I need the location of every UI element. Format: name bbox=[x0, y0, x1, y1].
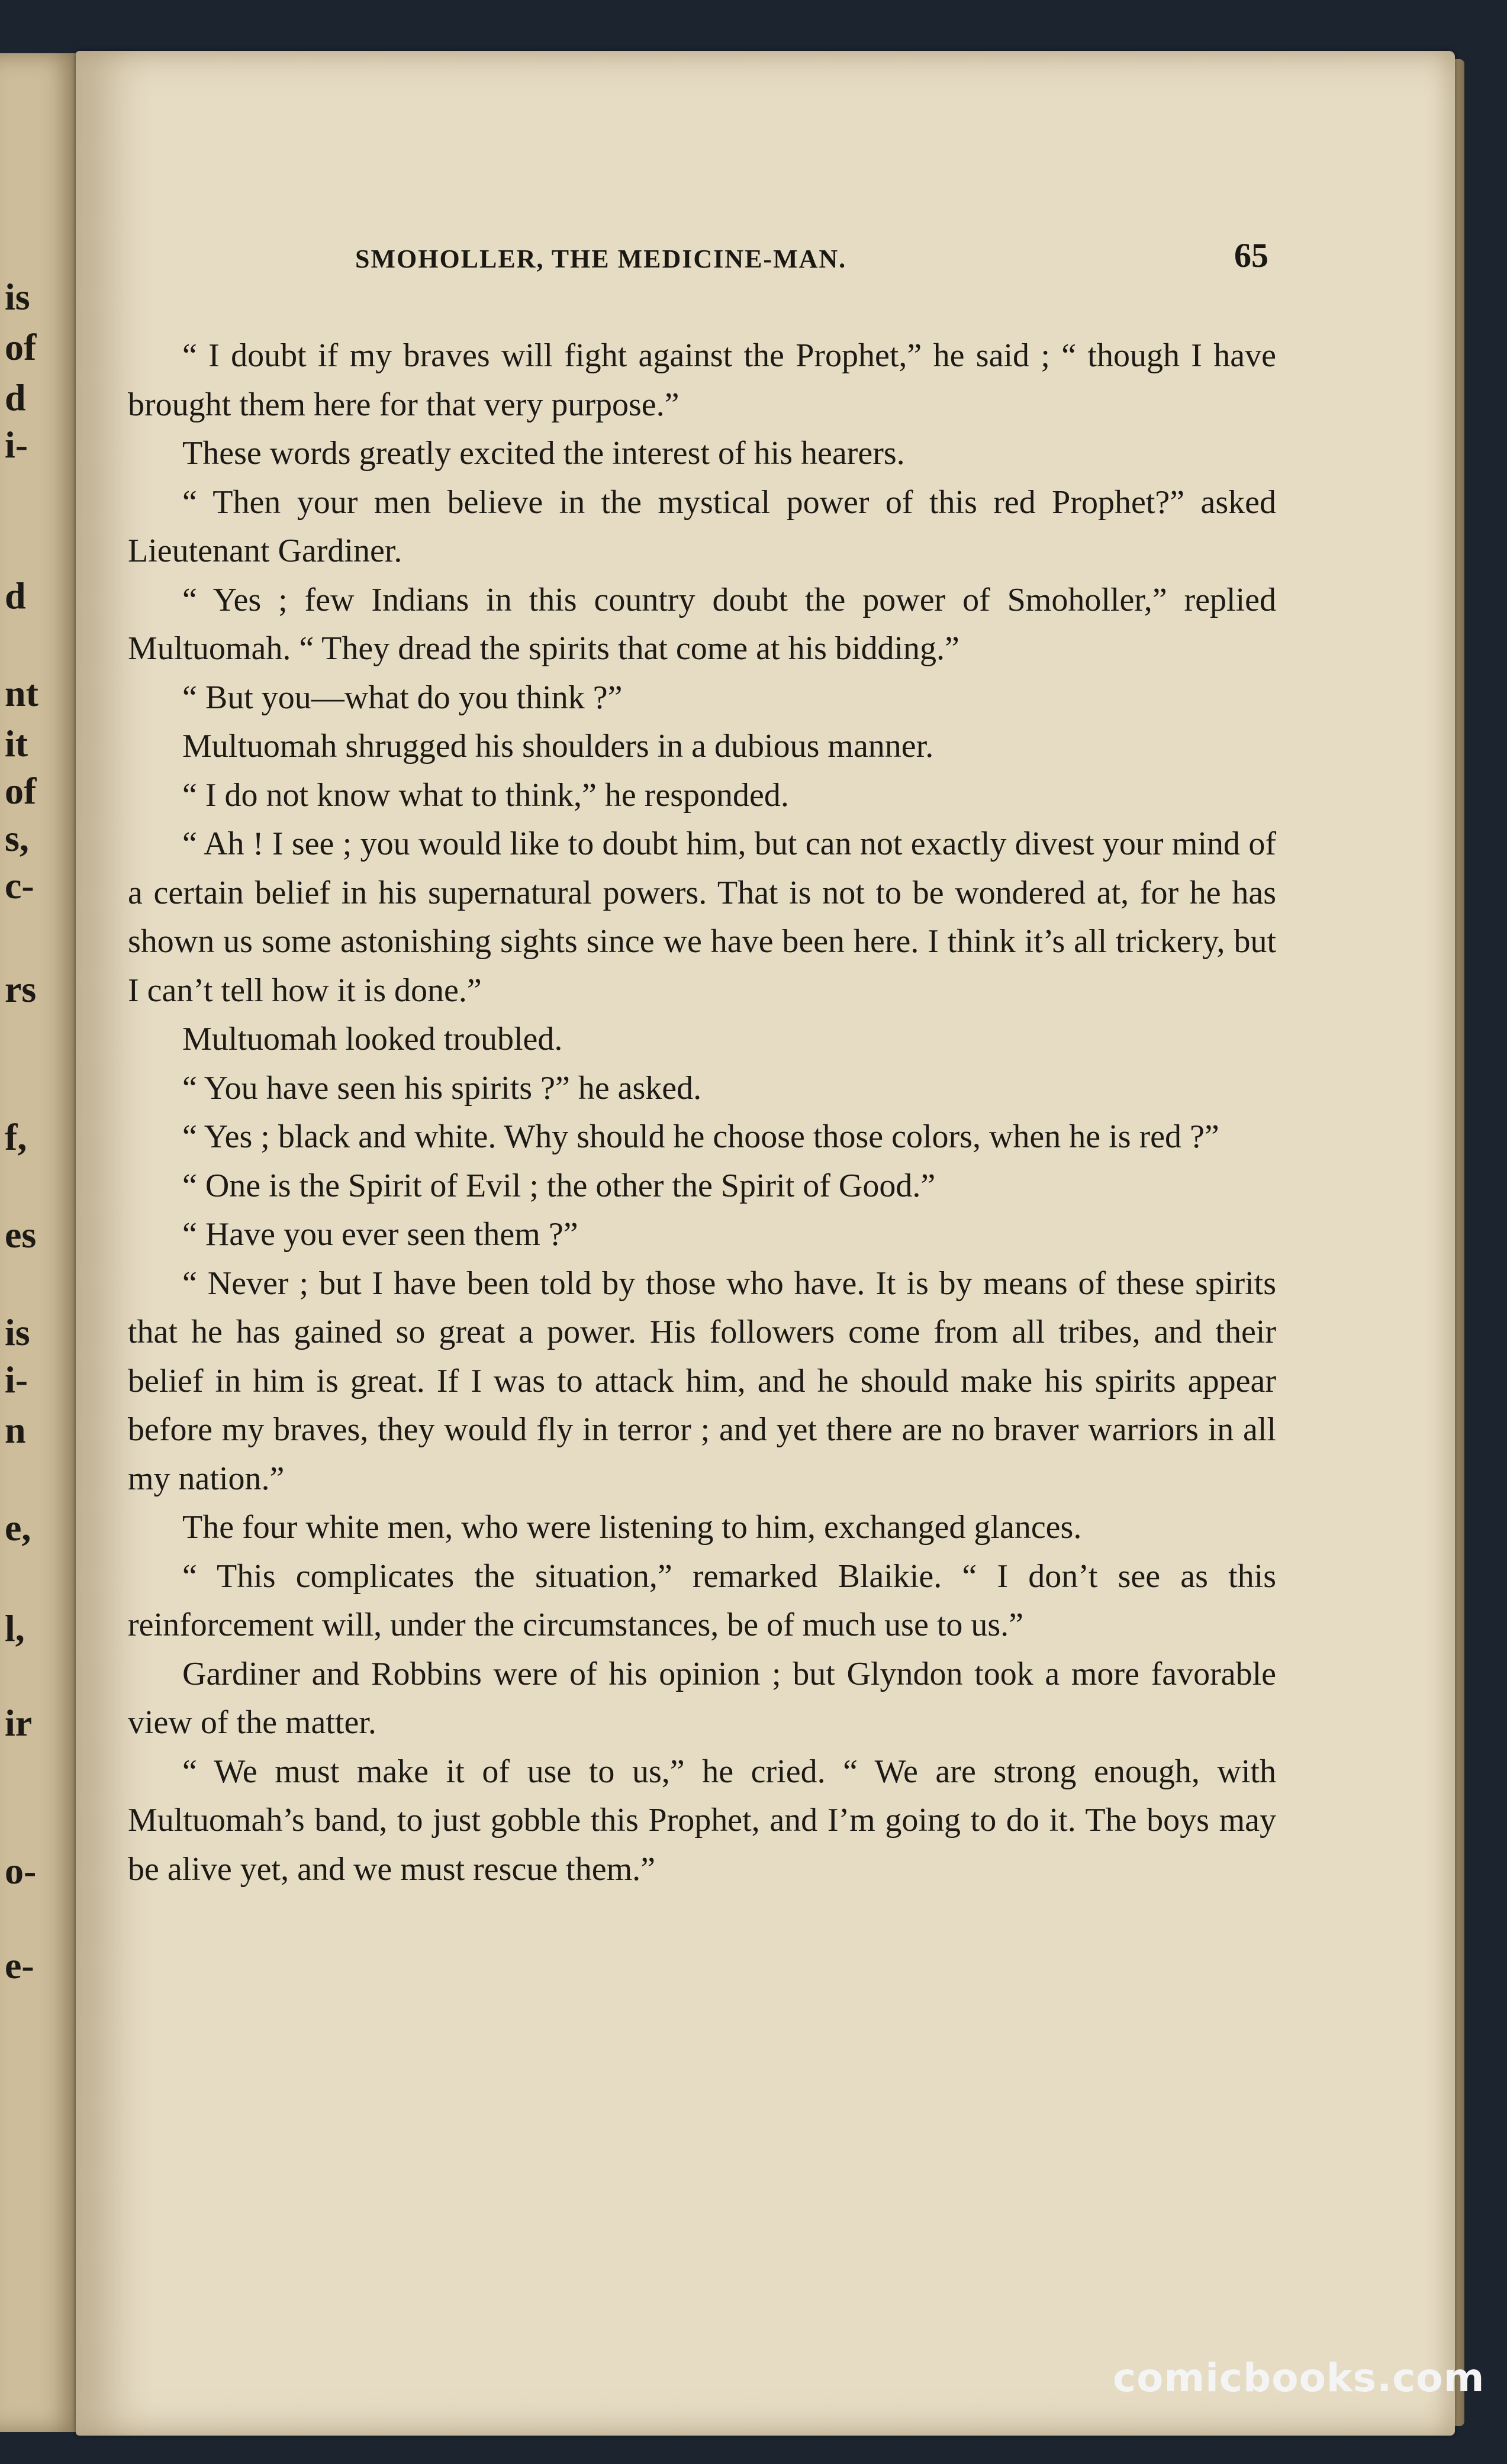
running-head: SMOHOLLER, THE MEDICINE-MAN. bbox=[355, 244, 847, 273]
paragraph: “ I do not know what to think,” he responded. bbox=[182, 776, 789, 814]
paragraph: Multuomah shrugged his shoulders in a dubious manner. bbox=[182, 728, 934, 765]
left-page-fragment: i- bbox=[5, 1359, 28, 1401]
paragraph: Gardiner and Robbins were of his opinion ; but Glyndon took a more favorable view of the matter. bbox=[128, 1655, 1276, 1741]
left-page-fragment: nt bbox=[5, 672, 38, 714]
paragraph: “ Yes ; few Indians in this country doubt the power of Smoholler,” replied Multuomah. “ They dread the spirits that come at his bidding.” bbox=[128, 581, 1276, 667]
left-page-fragment: is bbox=[5, 276, 30, 318]
paragraph: These words greatly excited the interest of his hearers. bbox=[182, 435, 905, 472]
left-page-fragment: es bbox=[5, 1214, 37, 1256]
left-page-fragment: rs bbox=[5, 968, 37, 1010]
page-number: 65 bbox=[1234, 236, 1268, 275]
paragraph: The four white men, who were listening to him, exchanged glances. bbox=[182, 1509, 1082, 1546]
body-text bbox=[128, 331, 1276, 1894]
paragraph: “ But you—what do you think ?” bbox=[182, 679, 623, 716]
left-page-fragment: of bbox=[5, 770, 37, 812]
left-page-fragment: it bbox=[5, 723, 28, 765]
left-page-fragment: e, bbox=[5, 1507, 31, 1549]
left-page-fragment: is bbox=[5, 1311, 30, 1353]
left-page-fragment: n bbox=[5, 1409, 26, 1451]
left-page-fragment: d bbox=[5, 575, 26, 617]
paragraph: “ Yes ; black and white. Why should he choose those colors, when he is red ?” bbox=[182, 1118, 1219, 1155]
paragraph: “ This complicates the situation,” remarked Blaikie. “ I don’t see as this reinforcement will, under the circumstances, be of much use to us.” bbox=[128, 1557, 1276, 1643]
left-page-fragment: o- bbox=[5, 1850, 37, 1892]
paragraph: “ Then your men believe in the mystical power of this red Prophet?” asked Lieutenant Gardiner. bbox=[128, 483, 1276, 569]
left-page-fragment: ir bbox=[5, 1702, 33, 1744]
left-page-fragment: d bbox=[5, 376, 26, 418]
left-page-fragment: s, bbox=[5, 817, 29, 859]
paragraph: “ Ah ! I see ; you would like to doubt him, but can not exactly divest your mind of a certain belief in his supernatural powers. That is not to be wondered at, for he has shown us some astonishing sights since we have been here. I think it’s all trickery, but I can’t tell how it is done.” bbox=[128, 825, 1276, 1009]
paragraph: “ Never ; but I have been told by those who have. It is by means of these spirits that he has gained so great a power. His followers come from all tribes, and their belief in him is great. If I was to attack him, and he should make his spirits appear before my braves, they would fly in terror ; and yet there are no braver warriors in all my nation.” bbox=[128, 1265, 1276, 1497]
left-page-fragment: i- bbox=[5, 424, 28, 466]
watermark: comicbooks.com bbox=[1113, 2355, 1485, 2401]
paragraph: “ We must make it of use to us,” he cried. “ We are strong enough, with Multuomah’s band, to just gobble this Prophet, and I’m going to do it. The boys may be alive yet, and we must rescue them.” bbox=[128, 1753, 1276, 1888]
left-page-fragment: c- bbox=[5, 865, 34, 907]
left-page-fragment: l, bbox=[5, 1607, 25, 1649]
paragraph: Multuomah looked troubled. bbox=[182, 1021, 563, 1057]
paragraph: “ Have you ever seen them ?” bbox=[182, 1216, 578, 1253]
paragraph: “ You have seen his spirits ?” he asked. bbox=[182, 1069, 702, 1107]
paragraph: “ I doubt if my braves will fight against the Prophet,” he said ; “ though I have brought them here for that very purpose.” bbox=[128, 337, 1276, 423]
left-page-fragment: f, bbox=[5, 1116, 27, 1158]
paragraph: “ One is the Spirit of Evil ; the other the Spirit of Good.” bbox=[182, 1167, 936, 1204]
left-page-fragment: of bbox=[5, 326, 37, 368]
left-page-fragment: e- bbox=[5, 1944, 34, 1986]
